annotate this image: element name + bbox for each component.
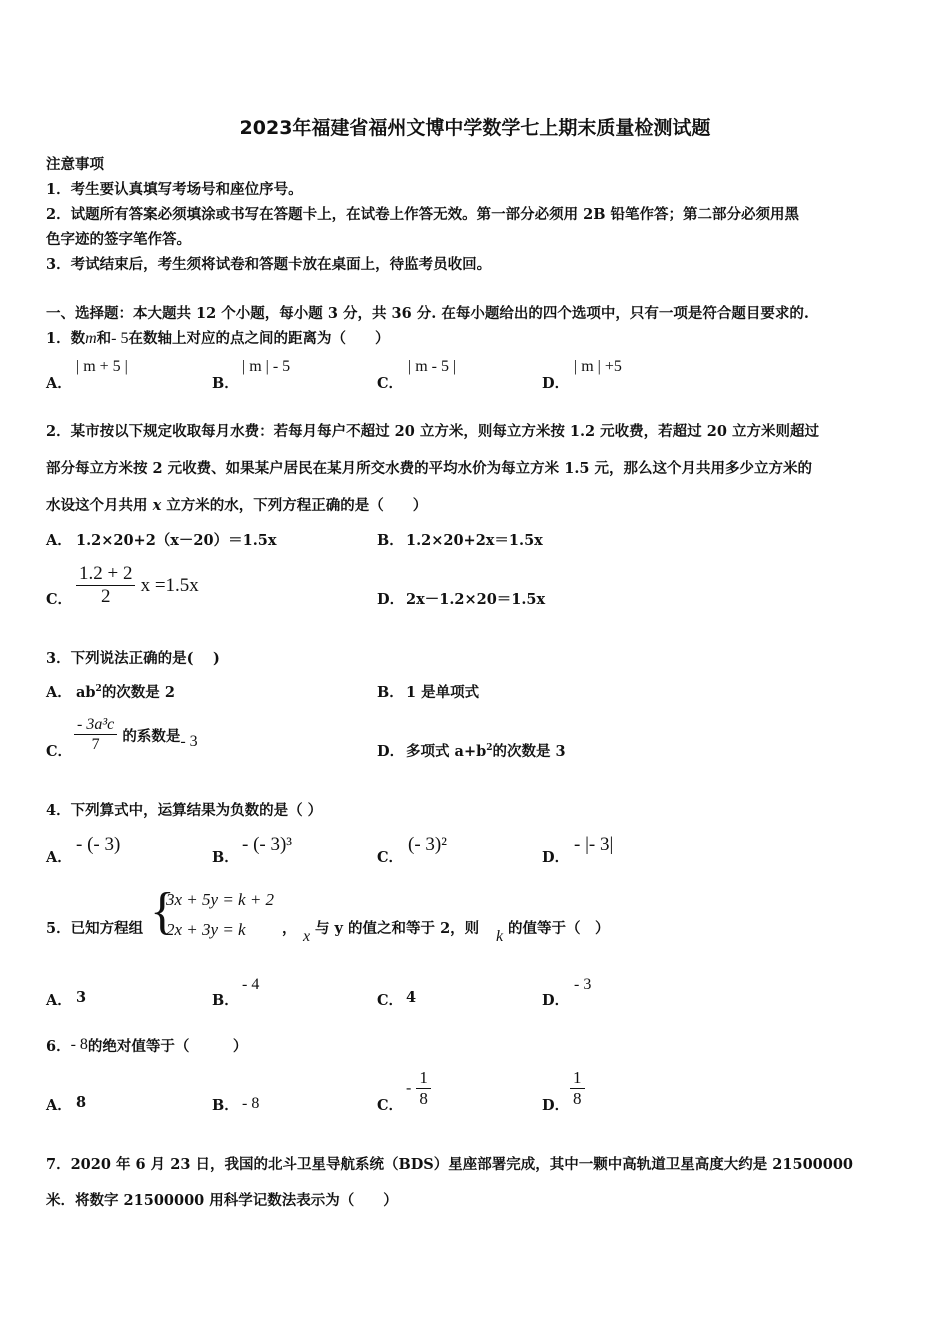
- option-b[interactable]: 1.2×20+2x＝1.5x: [406, 532, 543, 549]
- question-7-stem: 米．将数字 21500000 用科学记数法表示为（ ）: [46, 1192, 398, 1209]
- option-c[interactable]: - $\frac{1}{8}$: [406, 1068, 431, 1109]
- question-5-mid: 与 y 的值之和等于 2，则: [315, 920, 480, 937]
- option-label: A．: [46, 684, 72, 701]
- question-5-suffix: 的值等于（ ）: [508, 920, 610, 937]
- option-label: A．: [46, 1097, 72, 1114]
- notice-item: 1．考生要认真填写考场号和座位序号。: [46, 181, 303, 198]
- equation-1: 3x + 5y = k + 2: [166, 890, 275, 909]
- option-label: B．: [212, 375, 239, 392]
- question-6-stem: 6．- 8的绝对值等于（ ）: [46, 1036, 248, 1055]
- option-label: B．: [377, 532, 404, 549]
- option-a[interactable]: 3: [76, 989, 87, 1006]
- option-label: B．: [212, 992, 239, 1009]
- option-a[interactable]: 1.2×20+2（x－20）＝1.5x: [76, 532, 277, 549]
- option-d[interactable]: - |- 3|: [574, 834, 614, 855]
- option-label: C．: [46, 743, 73, 760]
- section-heading: 一、选择题：本大题共 12 个小题，每小题 3 分，共 36 分. 在每小题给出的四个选项中，只有一项是符合题目要求的.: [46, 305, 809, 322]
- question-5-prefix: 5．已知方程组: [46, 920, 144, 937]
- question-3-stem: 3．下列说法正确的是( ): [46, 650, 220, 667]
- option-label: A．: [46, 849, 72, 866]
- question-7-stem: 7．2020 年 6 月 23 日，我国的北斗卫星导航系统（BDS）星座部署完成，其中一颗中高轨道卫星高度大约是 21500000: [46, 1156, 854, 1173]
- option-label: C．: [377, 992, 404, 1009]
- option-label: C．: [46, 591, 73, 608]
- question-2-stem: 部分每立方米按 2 元收费、如果某户居民在某月所交水费的平均水价为每立方米 1.5 元，那么这个月共用多少立方米的: [46, 460, 813, 477]
- option-a[interactable]: $ab^2$的次数是 2: [76, 684, 175, 701]
- option-d[interactable]: - 3: [574, 976, 592, 993]
- option-label: B．: [212, 849, 239, 866]
- option-d[interactable]: | m | +5: [574, 358, 622, 375]
- option-b[interactable]: 1 是单项式: [406, 684, 480, 701]
- question-2-stem: 2．某市按以下规定收取每月水费：若每月每户不超过 20 立方米，则每立方米按 1.2 元收费，若超过 20 立方米则超过: [46, 423, 819, 440]
- option-label: C．: [377, 849, 404, 866]
- option-label: A．: [46, 375, 72, 392]
- equation-2: 2x + 3y = k: [166, 920, 246, 939]
- option-b[interactable]: - 4: [242, 976, 260, 993]
- option-label: C．: [377, 1097, 404, 1114]
- option-label: A．: [46, 532, 72, 549]
- option-label: D．: [542, 849, 570, 866]
- question-4-stem: 4．下列算式中，运算结果为负数的是（ ）: [46, 802, 323, 819]
- option-a[interactable]: | m + 5 |: [76, 358, 128, 375]
- option-d[interactable]: 多项式 $a+b^2$的次数是 3: [406, 743, 566, 760]
- option-b[interactable]: - 8: [242, 1095, 260, 1112]
- option-d[interactable]: $\frac{1}{8}$: [570, 1068, 585, 1109]
- var-k: k: [496, 928, 504, 945]
- option-label: D．: [377, 743, 405, 760]
- option-label: D．: [377, 591, 405, 608]
- option-label: D．: [542, 1097, 570, 1114]
- option-label: D．: [542, 992, 570, 1009]
- comma: ，: [282, 920, 297, 937]
- option-label: B．: [377, 684, 404, 701]
- var-x: x: [303, 928, 311, 945]
- option-c[interactable]: $\frac{\text{- 3a³c}}{7}$ 的系数是- 3: [74, 716, 198, 755]
- notice-item: 3．考试结束后，考生须将试卷和答题卡放在桌面上，待监考员收回。: [46, 256, 492, 273]
- option-label: D．: [542, 375, 570, 392]
- option-c[interactable]: $\frac{1.2 + 2}{2}$ x =1.5x: [76, 563, 199, 609]
- question-1-stem: 1．数m和- 5在数轴上对应的点之间的距离为（ ）: [46, 330, 390, 347]
- notice-item: 色字迹的签字笔作答。: [46, 231, 191, 248]
- notice-item: 2．试题所有答案必须填涂或书写在答题卡上，在试卷上作答无效。第一部分必须用 2B 铅笔作答；第二部分必须用黑: [46, 206, 800, 223]
- option-label: B．: [212, 1097, 239, 1114]
- notice-heading: 注意事项: [46, 156, 104, 173]
- option-c[interactable]: | m - 5 |: [408, 358, 457, 375]
- option-label: A．: [46, 992, 72, 1009]
- option-b[interactable]: - (- 3)³: [242, 834, 293, 855]
- option-b[interactable]: | m | - 5: [242, 358, 291, 375]
- option-d[interactable]: 2x－1.2×20＝1.5x: [406, 591, 546, 608]
- brace: {: [150, 883, 175, 940]
- option-c[interactable]: 4: [406, 989, 417, 1006]
- question-2-stem: 水设这个月共用 x 立方米的水，下列方程正确的是（ ）: [46, 497, 428, 514]
- option-c[interactable]: (- 3)²: [408, 834, 447, 855]
- option-a[interactable]: - (- 3): [76, 834, 121, 855]
- option-a[interactable]: 8: [76, 1094, 87, 1111]
- option-label: C．: [377, 375, 404, 392]
- page-title: 2023年福建省福州文博中学数学七上期末质量检测试题: [239, 117, 711, 139]
